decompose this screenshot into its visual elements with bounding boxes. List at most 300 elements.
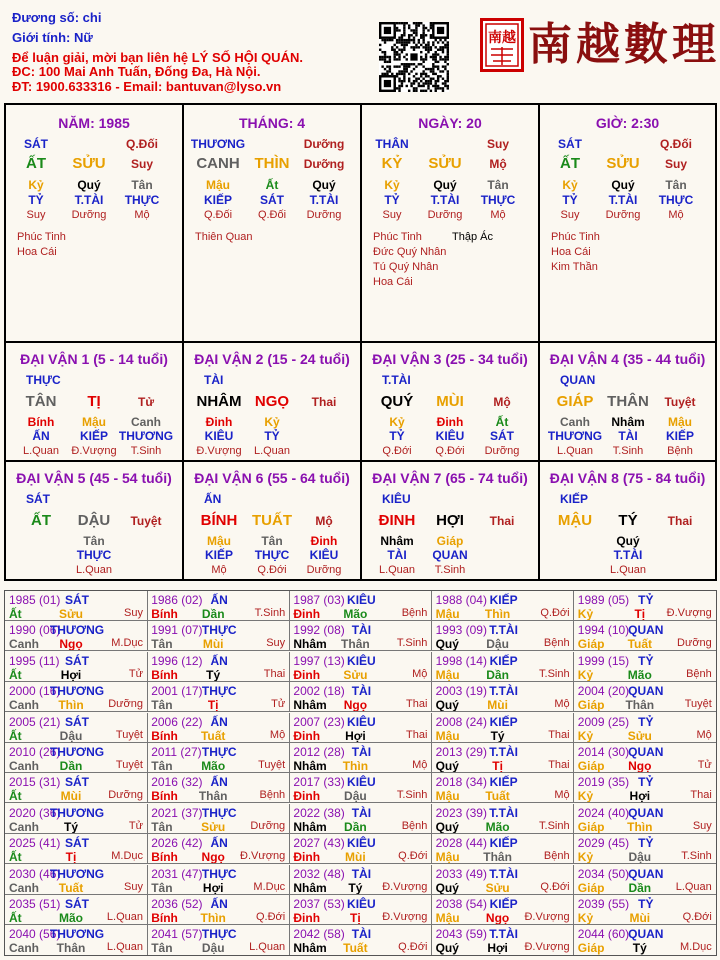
year-stage: Q.Đới — [398, 941, 428, 954]
year-cell[interactable] — [147, 925, 290, 955]
year-stem: Đinh — [293, 667, 321, 682]
year-cell[interactable] — [289, 652, 432, 682]
year-cell[interactable] — [147, 773, 290, 803]
year-stem: Mậu — [435, 789, 460, 804]
dai-van-cell — [6, 462, 184, 579]
year-branch: Tý — [632, 941, 647, 956]
year-cell[interactable] — [147, 895, 290, 925]
year-cell[interactable] — [5, 834, 148, 864]
year-label: 1993 (09) — [435, 623, 487, 638]
year-cell[interactable] — [147, 865, 290, 895]
year-stem: Giáp — [577, 698, 605, 713]
year-branch: Thìn — [342, 759, 369, 773]
gender: Giới tính: Nữ — [12, 30, 93, 45]
dai-van-hidden-god: THỰC — [254, 548, 290, 562]
year-stem: Kỷ — [577, 789, 594, 804]
dai-van-hidden-stage: T.Sinh — [612, 445, 644, 457]
year-label: 1998 (14) — [435, 653, 487, 668]
dai-van-stem: GIÁP — [556, 393, 594, 410]
dai-van-hidden-stem: Quý — [616, 534, 640, 548]
year-branch: Mão — [343, 607, 368, 621]
year-cell[interactable] — [147, 713, 290, 743]
year-stage: Đ.Vượng — [666, 607, 712, 619]
year-stage: L.Quan — [106, 941, 143, 954]
dai-van-hidden-stem: Ất — [495, 415, 509, 429]
year-god: TÀI — [351, 927, 372, 942]
year-stem: Mậu — [435, 667, 460, 682]
phone-email-line[interactable]: ĐT: 1900.633316 - Email: bantuvan@lyso.vn — [12, 79, 282, 94]
dai-van-hidden-god: THƯƠNG — [547, 429, 603, 443]
hidden-stem-god: T.TÀI — [608, 193, 638, 207]
year-god: KIẾP — [489, 593, 518, 607]
year-label: 2028 (44) — [435, 836, 487, 851]
year-cell[interactable] — [432, 834, 575, 864]
year-stage: Thai — [690, 789, 712, 802]
dai-van-title: ĐẠI VẬN 5 (45 - 54 tuổi) — [16, 470, 172, 486]
dai-van-cell — [184, 343, 362, 462]
year-stem: Quý — [435, 941, 459, 956]
pillar-stem-god: SÁT — [558, 137, 582, 151]
hidden-stem-god: T.TÀI — [430, 193, 460, 207]
year-stem: Giáp — [577, 759, 605, 773]
hidden-stem-god: THỰC — [658, 193, 694, 207]
year-label: 2012 (28) — [293, 745, 345, 759]
pillar-stem: ẤT — [560, 155, 580, 172]
year-branch: Mùi — [345, 850, 366, 865]
year-god: SÁT — [65, 836, 89, 851]
year-god: TỶ — [638, 714, 654, 729]
dai-van-cell — [540, 462, 715, 579]
year-stem: Quý — [435, 759, 459, 773]
year-cell[interactable] — [574, 773, 717, 803]
hidden-stem: Ất — [265, 178, 279, 192]
year-cell[interactable] — [147, 591, 290, 621]
dai-van-hidden-stage: Mộ — [211, 564, 227, 576]
dai-van-hidden-stage: Dưỡng — [484, 445, 520, 457]
year-cell[interactable] — [574, 834, 717, 864]
year-god: KIẾP — [489, 775, 518, 790]
year-stage: L.Quan — [249, 941, 286, 954]
year-cell[interactable] — [432, 804, 575, 834]
year-cell[interactable] — [432, 865, 575, 895]
year-cell[interactable] — [5, 652, 148, 682]
hidden-stem-stage: Dưỡng — [306, 209, 342, 221]
pillar-title: GIỜ: 2:30 — [595, 115, 660, 131]
year-stage: Dưỡng — [108, 698, 143, 711]
year-label: 2010 (26) — [9, 745, 61, 759]
pillar-stem-stage: Dưỡng — [303, 137, 345, 151]
year-branch: Dần — [201, 607, 225, 621]
year-god: THỰC — [201, 623, 237, 638]
hidden-stem: Kỷ — [28, 178, 44, 192]
year-god: KIẾP — [489, 836, 518, 851]
pillar-stem-stage: Q.Đối — [660, 137, 692, 151]
year-god: THỰC — [201, 805, 237, 820]
dai-van-title: ĐẠI VẬN 6 (55 - 64 tuổi) — [194, 470, 350, 486]
year-cell[interactable] — [5, 713, 148, 743]
year-cell[interactable] — [5, 773, 148, 803]
year-label: 1996 (12) — [151, 653, 203, 668]
year-god: THỰC — [201, 866, 237, 881]
year-cell[interactable] — [289, 834, 432, 864]
year-stem: Đinh — [293, 789, 321, 804]
contact-line: Để luận giải, mời bạn liên hệ LÝ SỐ HỘI QUÁN. — [12, 50, 303, 65]
pillar-stem-god: THƯƠNG — [190, 137, 246, 151]
year-cell[interactable] — [289, 682, 432, 712]
year-god: SÁT — [65, 775, 89, 790]
year-cell[interactable] — [574, 591, 717, 621]
year-stem: Mậu — [435, 607, 460, 621]
year-branch: Thân — [341, 637, 370, 652]
year-cell[interactable] — [432, 713, 575, 743]
special-star: Hoa Cái — [551, 246, 591, 258]
dai-van-branch: TÝ — [618, 512, 638, 529]
year-stem: Quý — [435, 698, 459, 713]
year-god: TỶ — [638, 836, 654, 851]
year-cell[interactable] — [432, 773, 575, 803]
year-cell[interactable] — [147, 834, 290, 864]
year-label: 2027 (43) — [293, 836, 345, 851]
year-branch: Tị — [350, 911, 361, 925]
year-stage: Đ.Vượng — [382, 880, 428, 893]
pillar-stem: KỶ — [381, 155, 403, 172]
year-label: 2040 (56) — [9, 927, 61, 942]
year-branch: Hợi — [345, 728, 366, 743]
year-label: 2021 (37) — [151, 805, 203, 820]
year-cell[interactable] — [147, 652, 290, 682]
year-stem: Ất — [9, 667, 22, 682]
year-stem: Ất — [9, 728, 22, 743]
year-god: THỰC — [201, 745, 237, 759]
year-stage: Suy — [124, 880, 143, 893]
year-branch: Ngọ — [485, 911, 510, 925]
year-stage: Mộ — [269, 728, 286, 741]
year-stage: L.Quan — [106, 911, 143, 923]
dai-van-stem-god: KIÊU — [382, 492, 411, 506]
year-branch: Dậu — [201, 941, 225, 956]
year-label: 2015 (31) — [9, 775, 61, 790]
year-god: T.TÀI — [489, 623, 518, 638]
year-stem: Nhâm — [293, 941, 327, 956]
dai-van-stem: ẤT — [31, 512, 51, 529]
year-god: THƯƠNG — [49, 866, 105, 881]
year-stem: Bính — [151, 789, 178, 804]
hidden-stem-god: TỶ — [384, 193, 400, 207]
year-stem: Canh — [9, 941, 39, 956]
year-label: 2002 (18) — [293, 684, 345, 699]
year-label: 1987 (03) — [293, 593, 345, 607]
year-cell[interactable] — [574, 713, 717, 743]
year-stage: Tuyệt — [684, 698, 712, 711]
hidden-stem-stage: Suy — [382, 209, 402, 221]
year-label: 2043 (59) — [435, 927, 487, 942]
year-cell[interactable] — [5, 743, 148, 773]
year-branch: Mùi — [60, 789, 82, 804]
hidden-stem-stage: Dưỡng — [71, 209, 107, 221]
dai-van-branch: DẬU — [77, 512, 111, 529]
dai-van-hidden-stem: Đinh — [205, 415, 233, 429]
year-cell[interactable] — [574, 865, 717, 895]
special-star: Phúc Tinh — [551, 231, 600, 243]
pillar-stem-god: THÂN — [375, 137, 409, 151]
dai-van-hidden-stem: Kỷ — [389, 415, 405, 429]
hidden-stem-stage: Suy — [26, 209, 46, 221]
year-stem: Tân — [151, 637, 173, 652]
year-label: 2044 (60) — [577, 927, 630, 942]
year-cell[interactable] — [289, 713, 432, 743]
year-cell[interactable] — [289, 773, 432, 803]
dai-van-hidden-stem: Nhâm — [380, 534, 414, 548]
year-branch: Thìn — [484, 607, 511, 621]
dai-van-hidden-stage: L.Quan — [22, 445, 60, 457]
year-branch: Thân — [625, 698, 655, 713]
dai-van-hidden-stem: Mậu — [82, 415, 106, 429]
year-stage: Thai — [263, 667, 286, 680]
dai-van-hidden-stage: Q.Đới — [435, 445, 465, 457]
year-label: 2042 (58) — [293, 927, 345, 942]
chart-grid — [4, 103, 717, 581]
special-star: Kim Thần — [551, 261, 598, 273]
year-stem: Bính — [151, 607, 178, 621]
year-branch: Dậu — [628, 850, 652, 865]
year-branch: Tý — [490, 728, 505, 743]
year-label: 1991 (07) — [151, 623, 203, 638]
year-cell[interactable] — [289, 895, 432, 925]
year-cell[interactable] — [5, 865, 148, 895]
dai-van-cell — [362, 343, 540, 462]
dai-van-hidden-god: KIÊU — [309, 548, 339, 562]
year-cell[interactable] — [5, 895, 148, 925]
owner-name: Đương số: chi — [12, 10, 102, 25]
year-cell[interactable] — [289, 804, 432, 834]
pillar-title: NĂM: 1985 — [58, 115, 130, 131]
year-branch: Tý — [63, 819, 79, 834]
year-god: QUAN — [628, 866, 664, 881]
dai-van-hidden-stem: Canh — [560, 415, 590, 429]
year-stage: Q.Đới — [255, 911, 286, 923]
year-god: KIÊU — [347, 775, 376, 790]
dai-van-stem: NHÂM — [196, 393, 242, 410]
year-branch: Dậu — [59, 728, 83, 743]
year-god: TỶ — [638, 775, 654, 790]
dai-van-hidden-stem: Đinh — [436, 415, 464, 429]
year-cell[interactable] — [574, 895, 717, 925]
year-label: 2037 (53) — [293, 897, 345, 911]
year-cell[interactable] — [5, 591, 148, 621]
year-label: 2019 (35) — [577, 775, 630, 790]
year-cell[interactable] — [432, 591, 575, 621]
year-label: 2029 (45) — [577, 836, 630, 851]
year-label: 1990 (06) — [9, 623, 61, 638]
year-god: TÀI — [351, 866, 372, 881]
year-cell[interactable] — [432, 621, 575, 651]
year-stage: M.Dục — [253, 880, 286, 893]
dai-van-branch: TUẤT — [252, 512, 292, 529]
dai-van-branch: TỊ — [87, 393, 101, 410]
year-stem: Tân — [151, 759, 173, 773]
year-stem: Canh — [9, 698, 39, 713]
year-branch: Hợi — [629, 789, 651, 804]
year-stage: Dưỡng — [250, 819, 286, 832]
year-label: 2036 (52) — [151, 897, 203, 911]
pillar-cell — [184, 105, 362, 343]
year-god: TÀI — [351, 684, 372, 699]
year-god: T.TÀI — [489, 684, 518, 699]
year-label: 2041 (57) — [151, 927, 203, 942]
year-cell[interactable] — [147, 804, 290, 834]
year-cell[interactable] — [5, 682, 148, 712]
pillar-title: THÁNG: 4 — [238, 115, 306, 131]
hidden-stem-god: TỶ — [562, 193, 578, 207]
dai-van-branch-stage: Thai — [489, 514, 515, 528]
year-cell[interactable] — [574, 652, 717, 682]
year-stage: Mộ — [412, 759, 428, 771]
year-stage: Tử — [697, 759, 712, 771]
year-label: 2018 (34) — [435, 775, 487, 790]
hidden-stem-stage: Mộ — [668, 209, 684, 221]
dai-van-title: ĐẠI VẬN 2 (15 - 24 tuổi) — [194, 351, 350, 367]
year-label: 2014 (30) — [577, 745, 630, 759]
dai-van-title: ĐẠI VẬN 4 (35 - 44 tuổi) — [549, 351, 706, 367]
year-god: ẤN — [210, 653, 228, 668]
year-branch: Ngọ — [201, 850, 225, 865]
year-branch: Thìn — [58, 698, 84, 713]
dai-van-branch-stage: Thai — [667, 514, 693, 528]
year-cell[interactable] — [432, 652, 575, 682]
year-label: 2035 (51) — [9, 897, 61, 911]
year-cell[interactable] — [432, 743, 575, 773]
year-stem: Kỷ — [577, 850, 594, 865]
year-stem: Đinh — [293, 607, 321, 621]
year-god: THỰC — [201, 927, 237, 942]
year-stage: L.Quan — [675, 880, 712, 893]
dai-van-cell — [6, 343, 184, 462]
dai-van-branch-stage: Tử — [137, 395, 155, 409]
year-stem: Mậu — [435, 850, 460, 865]
year-stem: Nhâm — [293, 880, 327, 895]
year-cell[interactable] — [432, 682, 575, 712]
year-branch: Tuất — [343, 941, 368, 956]
yearly-luck-table — [4, 590, 717, 956]
year-stage: T.Sinh — [539, 667, 570, 680]
year-branch: Hợi — [60, 667, 82, 682]
dai-van-hidden-god: KIÊU — [435, 429, 465, 443]
year-god: ẤN — [210, 714, 228, 729]
year-cell[interactable] — [432, 925, 575, 955]
year-label: 1985 (01) — [9, 593, 61, 607]
year-label: 2005 (21) — [9, 714, 61, 729]
pillar-stem-stage: Suy — [486, 137, 510, 151]
year-stem: Quý — [435, 637, 459, 652]
hidden-stem-god: THỰC — [124, 193, 160, 207]
year-label: 2026 (42) — [151, 836, 203, 851]
year-stem: Quý — [435, 819, 459, 834]
year-god: ẤN — [210, 836, 228, 851]
year-cell[interactable] — [574, 925, 717, 955]
year-stem: Bính — [151, 728, 178, 743]
address-line: ĐC: 100 Mai Anh Tuấn, Đống Đa, Hà Nội. — [12, 64, 261, 79]
year-cell[interactable] — [574, 743, 717, 773]
year-branch: Thìn — [627, 819, 653, 834]
dai-van-hidden-stem: Giáp — [436, 534, 464, 548]
year-stage: Thai — [548, 728, 570, 741]
year-cell[interactable] — [147, 743, 290, 773]
year-god: KIÊU — [347, 897, 376, 911]
year-stage: Thai — [405, 728, 428, 741]
year-stem: Kỷ — [577, 667, 594, 682]
year-stage: Mộ — [696, 728, 712, 741]
year-cell[interactable] — [289, 925, 432, 955]
year-stage: Mộ — [554, 698, 570, 711]
year-cell[interactable] — [574, 621, 717, 651]
year-branch: Sửu — [485, 880, 510, 895]
year-label: 2031 (47) — [151, 866, 203, 881]
year-stage: Bệnh — [401, 819, 428, 832]
year-stage: Đ.Vượng — [524, 911, 570, 923]
year-stage: Dưỡng — [108, 789, 143, 802]
year-god: KIẾP — [489, 653, 518, 668]
year-cell[interactable] — [147, 621, 290, 651]
year-branch: Mùi — [629, 911, 651, 925]
year-branch: Mão — [59, 911, 83, 925]
year-stem: Bính — [151, 911, 178, 925]
year-label: 2034 (50) — [577, 866, 630, 881]
dai-van-hidden-stem: Tân — [261, 534, 283, 548]
year-label: 1989 (05) — [577, 593, 630, 607]
year-cell[interactable] — [289, 591, 432, 621]
year-branch: Sửu — [201, 819, 226, 834]
dai-van-hidden-stem: Canh — [131, 415, 161, 429]
dai-van-hidden-god: KIẾP — [204, 548, 234, 562]
hidden-stem-stage: Q.Đối — [203, 209, 233, 221]
year-cell[interactable] — [432, 895, 575, 925]
year-cell[interactable] — [574, 682, 717, 712]
year-stem: Đinh — [293, 728, 321, 743]
pillar-branch: SỬU — [72, 155, 106, 172]
dai-van-title: ĐẠI VẬN 8 (75 - 84 tuổi) — [549, 470, 706, 486]
year-branch: Tị — [492, 759, 503, 773]
year-cell[interactable] — [5, 621, 148, 651]
year-cell[interactable] — [289, 743, 432, 773]
year-label: 2000 (16) — [9, 684, 61, 699]
year-god: T.TÀI — [489, 805, 518, 820]
dai-van-cell — [540, 343, 715, 462]
dai-van-branch: MÙI — [436, 393, 464, 410]
year-stem: Bính — [151, 667, 178, 682]
year-branch: Tị — [634, 607, 646, 621]
year-stem: Canh — [9, 819, 39, 834]
year-stage: Q.Đới — [540, 607, 570, 619]
qr-code-icon[interactable] — [379, 22, 449, 92]
year-god: KIÊU — [347, 653, 376, 668]
year-branch: Mùi — [487, 698, 508, 713]
year-cell[interactable] — [574, 804, 717, 834]
year-god: THƯƠNG — [49, 684, 105, 699]
year-cell[interactable] — [289, 621, 432, 651]
year-cell[interactable] — [289, 865, 432, 895]
year-cell[interactable] — [147, 682, 290, 712]
special-star: Thập Ác — [452, 231, 493, 243]
year-god: THƯƠNG — [49, 745, 105, 759]
year-cell[interactable] — [5, 804, 148, 834]
special-star: Hoa Cái — [373, 276, 413, 288]
year-god: KIÊU — [347, 836, 376, 851]
year-branch: Tý — [206, 667, 221, 682]
year-branch: Mão — [201, 759, 226, 773]
hidden-stem: Quý — [77, 178, 101, 192]
year-cell[interactable] — [5, 925, 148, 955]
year-stage: T.Sinh — [396, 637, 428, 650]
